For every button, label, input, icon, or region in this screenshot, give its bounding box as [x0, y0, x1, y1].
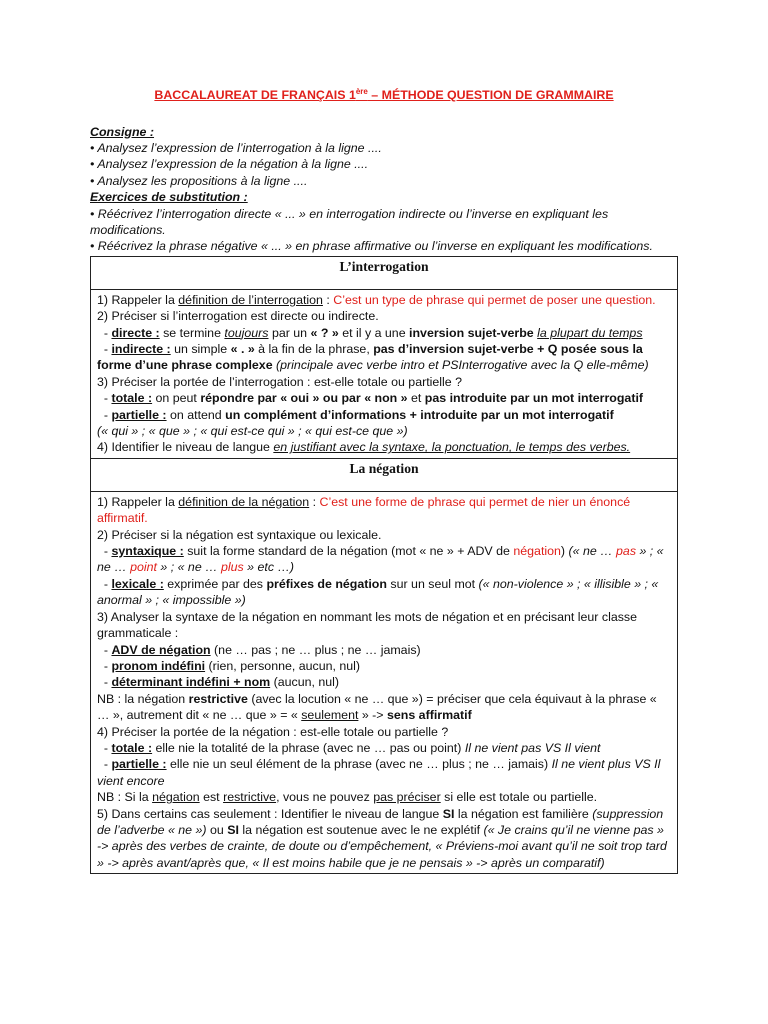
text: 1) Rappeler la	[97, 292, 179, 307]
interrogation-totale: - totale : on peut répondre par « oui » ou par « non » et pas introduite par un mot interrogatif	[97, 391, 644, 406]
text: pas d’inversion sujet-verbe + Q posée sous la forme d’une phrase complexe	[97, 342, 643, 373]
consigne-section	[90, 124, 678, 190]
text: indirecte :	[111, 342, 171, 356]
text: syntaxique :	[111, 544, 184, 559]
text: répondre par « oui » ou par « non »	[200, 391, 408, 406]
text: sens affirmatif	[387, 708, 472, 723]
text: la négation est familière	[454, 806, 593, 821]
text: préfixes de négation	[266, 576, 387, 591]
text: :	[309, 494, 320, 509]
text: (« ne …	[568, 544, 617, 559]
negation-pronom: - pronom indéfini (rien, personne, aucun, nul)	[97, 658, 361, 673]
text: NB : la négation	[97, 691, 189, 706]
negation-lexicale: - lexicale : exprimée par des préfixes de négation sur un seul mot (« non-violence » ; « illisible » ; « anormal » ; « impossible »)	[97, 576, 659, 608]
interrogation-step-1	[97, 292, 671, 308]
text: )	[560, 544, 569, 559]
consigne-item: • Analysez l’expression de l’interrogation à la ligne ....	[90, 140, 382, 155]
text: totale :	[111, 391, 153, 406]
text: » ->	[358, 708, 387, 723]
text: NB : Si la	[97, 790, 153, 805]
negation-step-3: 3) Analyser la syntaxe de la négation en nommant les mots de négation et en précisant leur classe grammaticale :	[97, 609, 637, 641]
text: (avec la locution « ne … que ») = préciser que cela équivaut à la phrase « … », autrement dit « ne … que » = «	[97, 691, 657, 723]
text: seulement	[301, 708, 359, 723]
title-superscript: ère	[355, 87, 368, 96]
text: restrictive	[223, 790, 277, 805]
consigne-heading: Consigne :	[90, 124, 155, 139]
text: elle nie la totalité de la phrase (avec ne … pas ou point)	[152, 740, 465, 755]
text: on attend	[166, 407, 226, 422]
interrogation-partielle: - partielle : on attend un complément d’informations + introduite par un mot interrogatif	[97, 407, 614, 422]
negation-body	[91, 491, 678, 873]
text: Il ne vient plus VS Il vient encore	[97, 757, 661, 788]
text: elle nie un seul élément de la phrase (avec ne … plus ; ne … jamais)	[166, 757, 552, 772]
text: restrictive	[188, 691, 248, 706]
text: et	[407, 391, 425, 406]
text: inversion sujet-verbe	[409, 325, 534, 340]
text: SI	[442, 806, 455, 821]
negation-step-4: 4) Préciser la portée de la négation : est-elle totale ou partielle ?	[97, 724, 449, 739]
text: :	[322, 292, 334, 307]
interrogation-indirecte: - indirecte : un simple « . » à la fin de la phrase, pas d’inversion sujet-verbe + Q posée sous la forme d’une phrase complexe (principale avec verbe intro et PSInterrogative avec la Q elle-même)	[97, 342, 649, 373]
exercice-item: • Réécrivez l’interrogation directe « ... » en interrogation indirecte ou l’inverse en expliquant les modifications.	[90, 206, 609, 237]
text: SI	[227, 822, 239, 837]
text: négation	[152, 790, 200, 805]
exercice-item: • Réécrivez la phrase négative « ... » en phrase affirmative ou l’inverse en expliquant les modifications.	[90, 239, 653, 254]
interrogation-directe: - directe : se termine toujours par un « ? » et il y a une inversion sujet-verbe la plupart du temps	[97, 325, 643, 340]
consigne-item: • Analysez l’expression de la négation à la ligne ....	[90, 157, 369, 172]
page-title	[90, 84, 678, 104]
negation-heading: La négation	[91, 458, 678, 491]
text: » ; « ne …	[156, 560, 221, 575]
text: totale :	[111, 740, 153, 755]
negation-determinant: - déterminant indéfini + nom (aucun, nul)	[97, 675, 340, 690]
negation-step-1	[97, 494, 671, 527]
text: suit la forme standard de la négation (mot « ne » + ADV de	[183, 544, 514, 559]
text: un complément d’informations + introduite par un mot interrogatif	[225, 407, 614, 422]
negation-step-5	[97, 806, 671, 872]
text: se termine	[159, 325, 225, 340]
text: pronom indéfini	[111, 658, 206, 673]
negation-nb-restrictive	[97, 691, 671, 724]
text: la plupart du temps	[537, 325, 643, 340]
definition-text: C’est un type de phrase qui permet de poser une question.	[333, 292, 656, 307]
document-page	[90, 84, 678, 874]
text: nom	[244, 675, 271, 690]
text: Il ne vient pas VS Il vient	[464, 740, 601, 755]
text: » etc …)	[243, 560, 294, 575]
text: 4) Identifier le niveau de langue	[97, 440, 274, 455]
text: pas	[616, 544, 637, 559]
text: déterminant indéfini	[111, 675, 230, 690]
text: par un	[268, 325, 311, 340]
text: (« Je crains qu’il ne vienne pas » -> après des verbes de crainte, de doute ou d’empêchement, « Préviens-moi avant qu’il ne soit trop tard » -> après avant/après que, « Il est moins habile que je ne pensais » -> après un comparatif)	[97, 822, 667, 870]
interrogation-examples: (« qui » ; « que » ; « qui est-ce qui » ; « qui est-ce que »)	[97, 424, 408, 439]
title-main: BACCALAUREAT DE FRANÇAIS 1	[154, 88, 356, 103]
title-rest: – MÉTHODE QUESTION DE GRAMMAIRE	[367, 88, 614, 103]
negation-totale: - totale : elle nie la totalité de la phrase (avec ne … pas ou point) Il ne vient pas VS Il vient	[97, 740, 601, 755]
text: partielle :	[111, 757, 167, 772]
text: pas introduite par un mot interrogatif	[424, 391, 644, 406]
text: (principale avec verbe intro et PSInterrogative avec la Q elle-même)	[272, 358, 649, 373]
text: 5) Dans certains cas seulement : Identifier le niveau de langue	[97, 806, 443, 821]
interrogation-step-4	[97, 439, 671, 455]
text: , vous ne pouvez	[276, 790, 374, 805]
definition-text: C’est une forme de phrase qui permet de nier un énoncé affirmatif.	[97, 494, 631, 526]
text: « . »	[230, 342, 255, 356]
negation-nb-portee	[97, 789, 671, 805]
text: plus	[221, 560, 244, 575]
interrogation-heading: L’interrogation	[91, 256, 678, 289]
text: » ; « ne …	[97, 544, 664, 575]
exercices-section	[90, 189, 678, 255]
text: un simple	[170, 342, 231, 356]
text: directe :	[111, 325, 160, 340]
text: pas préciser	[373, 790, 441, 805]
negation-adv: - ADV de négation (ne … pas ; ne … plus ; ne … jamais)	[97, 642, 421, 657]
text: négation	[513, 544, 561, 559]
text: ADV de négation	[111, 642, 211, 657]
text: est	[199, 790, 224, 805]
text: à la fin de la phrase,	[254, 342, 374, 356]
text: 1) Rappeler la	[97, 494, 179, 509]
text: si elle est totale ou partielle.	[440, 790, 598, 805]
negation-step-2: 2) Préciser si la négation est syntaxique ou lexicale.	[97, 527, 382, 542]
interrogation-body	[91, 289, 678, 458]
text: +	[229, 675, 245, 690]
text: point	[130, 560, 157, 575]
text: et il y a une	[338, 325, 410, 340]
text: (ne … pas ; ne … plus ; ne … jamais)	[210, 642, 421, 657]
text: en justifiant avec la syntaxe, la ponctuation, le temps des verbes.	[273, 440, 631, 455]
text: sur un seul mot	[386, 576, 479, 591]
text: (aucun, nul)	[270, 675, 340, 690]
interrogation-step-3: 3) Préciser la portée de l’interrogation : est-elle totale ou partielle ?	[97, 374, 463, 389]
method-table	[90, 256, 678, 874]
exercices-heading: Exercices de substitution :	[90, 190, 248, 205]
text: définition de l’interrogation	[178, 292, 323, 307]
text: (rien, personne, aucun, nul)	[205, 658, 361, 673]
negation-syntaxique: - syntaxique : suit la forme standard de la négation (mot « ne » + ADV de négation) (« ne … pas » ; « ne … point » ; « ne … plus » etc …)	[97, 544, 664, 575]
text: (« non-violence » ; « illisible » ; « anormal » ; « impossible »)	[97, 576, 659, 608]
text: « ? »	[310, 325, 339, 340]
text: la négation est soutenue avec le ne explétif	[238, 822, 484, 837]
text: toujours	[224, 325, 269, 340]
negation-partielle: - partielle : elle nie un seul élément de la phrase (avec ne … plus ; ne … jamais) Il ne vient plus VS Il vient encore	[97, 757, 661, 788]
text: on peut	[152, 391, 201, 406]
text: exprimée par des	[163, 576, 267, 591]
text: ou	[206, 822, 228, 837]
text: (suppression de l’adverbe « ne »)	[97, 806, 664, 837]
text: définition de la négation	[178, 494, 310, 509]
text: lexicale :	[111, 576, 164, 591]
text: partielle :	[111, 407, 167, 422]
consigne-item: • Analysez les propositions à la ligne ....	[90, 173, 308, 188]
interrogation-step-2: 2) Préciser si l’interrogation est directe ou indirecte.	[97, 309, 379, 324]
